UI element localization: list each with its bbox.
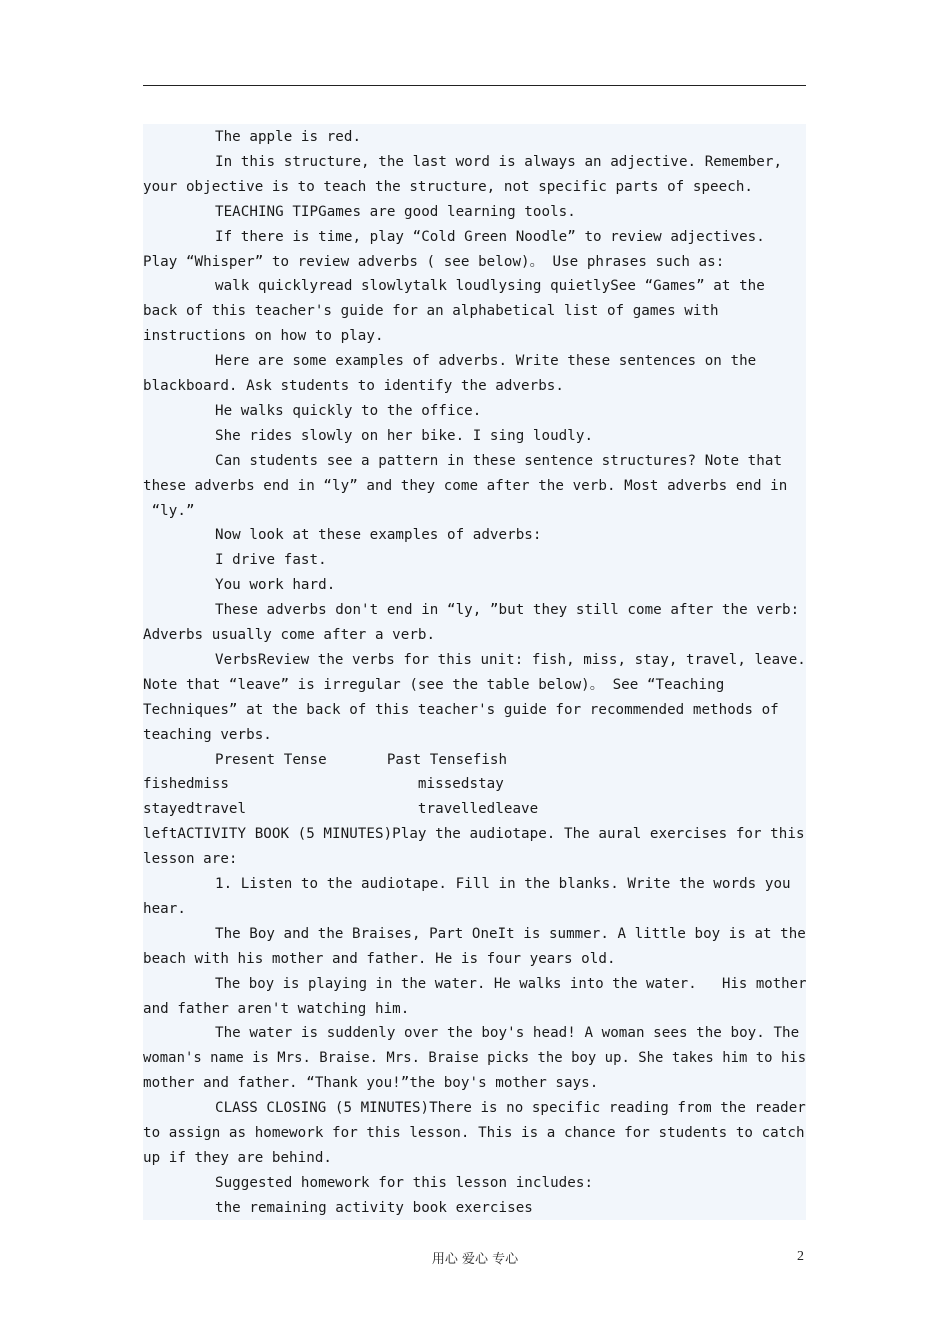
text-line: These adverbs don't end in “ly, ”but they still come after the verb: (215, 602, 800, 619)
text-line: You work hard. (215, 577, 336, 594)
text-line: beach with his mother and father. He is four years old. (143, 950, 616, 967)
text-line: teaching verbs. (143, 726, 272, 743)
text-line: Note that “leave” is irregular (see the table below)。 See “Teaching (143, 676, 725, 693)
text-line: lesson are: (143, 851, 238, 868)
text-line: walk quicklyread slowlytalk loudlysing quietlySee “Games” at the (215, 278, 765, 295)
text-line: your objective is to teach the structure, not specific parts of speech. (143, 178, 754, 195)
text-line: The apple is red. (215, 129, 362, 145)
text-line: VerbsReview the verbs for this unit: fish, miss, stay, travel, leave. (215, 651, 806, 668)
page-number: 2 (797, 1249, 804, 1264)
text-line: Now look at these examples of adverbs: (215, 527, 542, 544)
text-line: Suggested homework for this lesson includes: (215, 1174, 594, 1191)
text-line: The boy is playing in the water. He walks into the water. His mother (215, 975, 807, 992)
text-line: I drive fast. (215, 552, 327, 569)
text-line: hear. (143, 900, 186, 917)
text-line: back of this teacher's guide for an alphabetical list of games with (143, 303, 719, 320)
document-body (143, 124, 806, 1220)
text-line: 1. Listen to the audiotape. Fill in the blanks. Write the words you (215, 876, 791, 892)
text-line: these adverbs end in “ly” and they come after the verb. Most adverbs end in (143, 477, 788, 494)
text-line: CLASS CLOSING (5 MINUTES)There is no specific reading from the reader (215, 1100, 806, 1117)
text-line: instructions on how to play. (143, 328, 384, 345)
text-line: stayedtravel travelledleave (143, 801, 539, 818)
text-line: “ly.” (143, 502, 195, 519)
text-line: fishedmiss missedstay (143, 776, 504, 793)
text-line: TEACHING TIPGames are good learning tools. (215, 203, 576, 220)
text-line: He walks quickly to the office. (215, 402, 482, 419)
text-line: woman's name is Mrs. Braise. Mrs. Braise picks the boy up. She takes him to his (143, 1050, 807, 1067)
text-line: blackboard. Ask students to identify the adverbs. (143, 378, 564, 394)
text-line: mother and father. “Thank you!”the boy's mother says. (143, 1075, 599, 1092)
text-line: to assign as homework for this lesson. This is a chance for students to catch (143, 1125, 805, 1141)
text-line: Present Tense Past Tensefish (215, 751, 508, 768)
text-line: Play “Whisper” to review adverbs ( see below)。 Use phrases such as: (143, 253, 725, 270)
text-line: up if they are behind. (143, 1149, 333, 1166)
text-line: the remaining activity book exercises (215, 1199, 533, 1216)
text-line: Can students see a pattern in these sentence structures? Note that (215, 452, 783, 469)
header-rule (143, 85, 806, 86)
text-line: The water is suddenly over the boy's head! A woman sees the boy. The (215, 1025, 800, 1042)
text-line: The Boy and the Braises, Part OneIt is summer. A little boy is at the (215, 925, 806, 942)
text-line: Adverbs usually come after a verb. (143, 627, 436, 643)
text-line: If there is time, play “Cold Green Noodle” to review adjectives. (215, 228, 765, 245)
footer-motto: 用心 爱心 专心 (431, 1252, 519, 1267)
text-line: and father aren't watching him. (143, 1000, 410, 1017)
text-line: Here are some examples of adverbs. Write these sentences on the (215, 353, 757, 370)
text-line: Techniques” at the back of this teacher's guide for recommended methods of (143, 701, 779, 718)
text-line: She rides slowly on her bike. I sing loudly. (215, 427, 594, 444)
text-line: leftACTIVITY BOOK (5 MINUTES)Play the audiotape. The aural exercises for this (143, 826, 805, 843)
text-line: In this structure, the last word is always an adjective. Remember, (215, 153, 783, 170)
